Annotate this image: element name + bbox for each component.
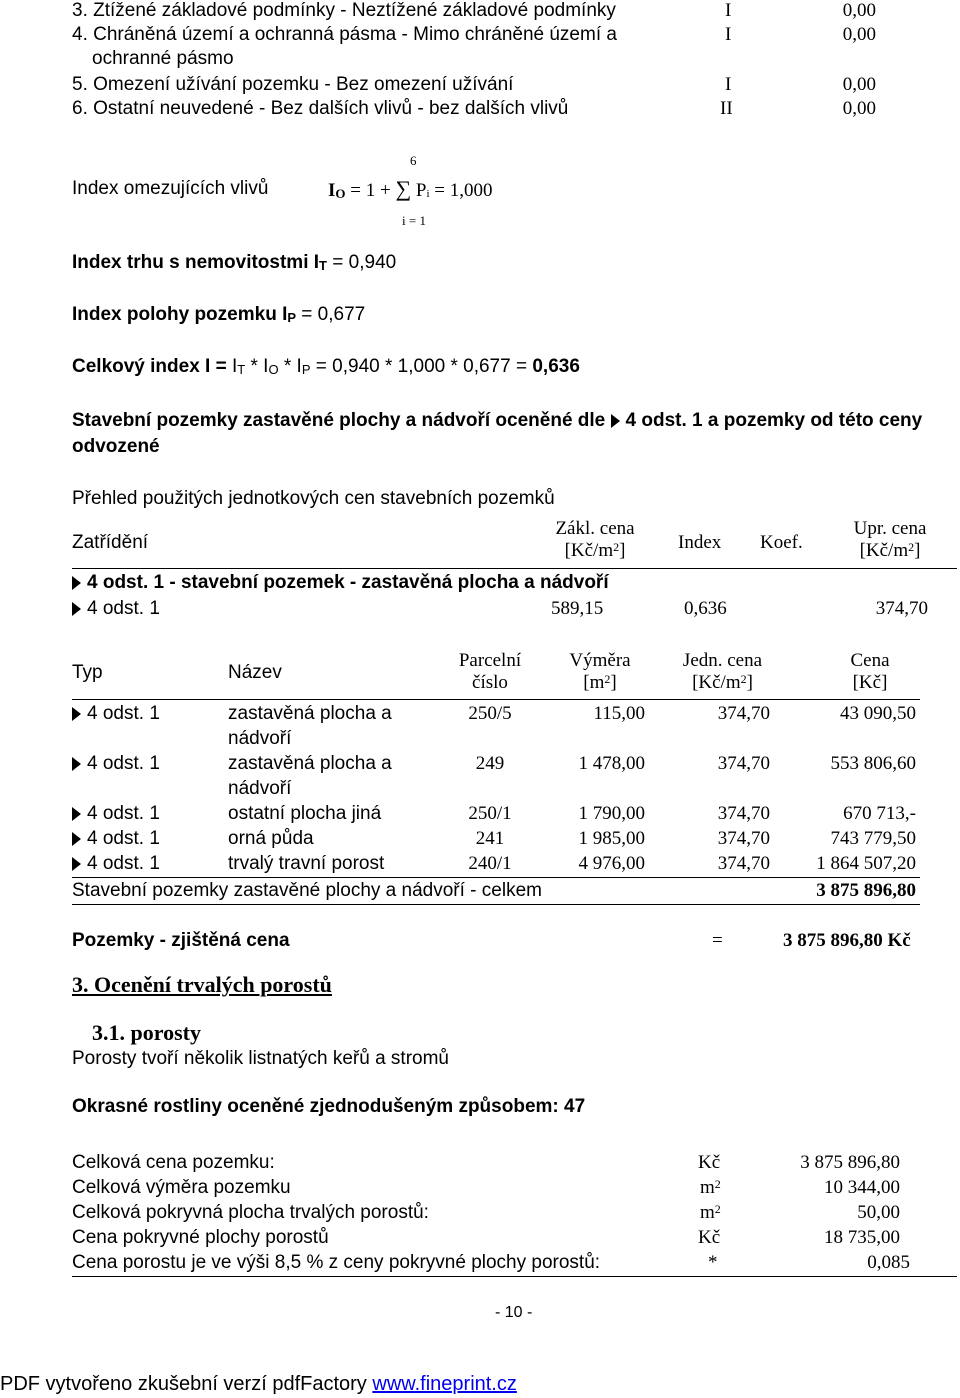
tab-arrow-icon (72, 857, 81, 871)
table-cell-jedn-cena: 374,70 (717, 703, 770, 724)
col-header-cena (820, 650, 920, 694)
factor-4-class: I (725, 24, 732, 45)
table-cell-nazev: ostatní plocha jiná (228, 803, 382, 824)
index-trhu (72, 252, 396, 274)
celkovy-index-result: 0,636 (532, 356, 580, 377)
table-cell-parcela: 249 (475, 753, 505, 774)
factor-5-value: 0,00 (842, 74, 876, 95)
table-row-typ (72, 703, 160, 725)
col-header-nazev: Název (228, 662, 282, 683)
summary-unit: Kč (698, 1152, 721, 1173)
sigma-symbol: ∑ (395, 176, 412, 201)
prehled-row-index: 0,636 (684, 598, 727, 619)
index-trhu-sub: T (319, 258, 327, 273)
factor-6-value: 0,00 (842, 98, 876, 119)
summary-value: 18 735,00 (824, 1227, 900, 1248)
formula-lhs: I (328, 180, 336, 201)
formula-eq: = 1 + (345, 180, 396, 201)
section-3-title: 3. Ocenění trvalých porostů (72, 972, 332, 997)
pdf-footer-text: PDF vytvořeno zkušební verzí pdfFactory (0, 1373, 373, 1395)
col-header-cena-l2: [Kč] (852, 672, 888, 693)
table-cell-vymera: 1 478,00 (578, 753, 645, 774)
factor-4-text: 4. Chráněná území a ochranná pásma - Mimo chráněné území a (72, 24, 617, 45)
table-cell-vymera: 115,00 (593, 703, 645, 724)
col-header-jedn-cena (665, 650, 780, 694)
prehled-row-ref (72, 598, 160, 620)
stavebni-heading-ref: 4 odst. 1 a pozemky od této ceny (625, 410, 923, 431)
tab-arrow-icon (72, 757, 81, 771)
factor-6-text: 6. Ostatní neuvedené - Bez dalších vlivů - bez dalších vlivů (72, 98, 569, 119)
table-cell-vymera: 1 790,00 (578, 803, 645, 824)
prehled-header-rule (72, 568, 957, 569)
okrasne-rostliny-value: 47 (564, 1096, 586, 1117)
zjistena-cena-value: 3 875 896,80 Kč (783, 930, 911, 951)
col-header-upr-cena (835, 518, 945, 562)
okrasne-rostliny-label: Okrasné rostliny oceněné zjednodušeným způsobem: (72, 1096, 565, 1117)
table-cell-cena: 43 090,50 (840, 703, 916, 724)
col-header-jedn-cena-sup: 2 (740, 672, 747, 686)
tab-arrow-icon (72, 602, 81, 616)
col-header-parcelni-l1: Parcelní (458, 650, 522, 671)
table-row-typ (72, 753, 160, 775)
stavebni-heading (72, 410, 922, 432)
summary-label: Celková pokryvná plocha trvalých porostů: (72, 1202, 429, 1223)
col-header-upr-cena-sup: 2 (908, 540, 915, 554)
summary-unit (700, 1202, 721, 1224)
table-cell-jedn-cena: 374,70 (717, 753, 770, 774)
table-cell-nazev: zastavěná plocha a (228, 703, 392, 724)
okrasne-rostliny (72, 1096, 585, 1118)
summary-label: Celková výměra pozemku (72, 1177, 291, 1198)
col-header-parcelni (440, 650, 540, 694)
celkovy-index-label: Celkový index I = (72, 356, 232, 377)
factor-5-class: I (725, 74, 732, 95)
table-cell-parcela: 250/5 (468, 703, 512, 724)
tab-arrow-icon (611, 414, 620, 428)
pdf-footer (0, 1372, 517, 1396)
tab-arrow-icon (72, 832, 81, 846)
pozemky-total-rule-bottom (72, 904, 920, 905)
summary-unit (700, 1177, 721, 1199)
table-cell-nazev: orná půda (228, 828, 314, 849)
index-trhu-label: Index trhu s nemovitostmi I (72, 252, 320, 273)
col-header-vymera-l2: [m (583, 672, 605, 693)
table-cell-nazev-cont: nádvoří (228, 778, 292, 799)
celkovy-index-expr: I (232, 356, 238, 377)
formula-label: Index omezujících vlivů (72, 178, 269, 199)
col-header-upr-cena-l2: [Kč/m (859, 540, 909, 561)
summary-value: 50,00 (857, 1202, 900, 1223)
summary-bottom-rule (72, 1276, 957, 1277)
factor-4-text-cont: ochranné pásmo (92, 48, 234, 69)
tab-arrow-icon (72, 807, 81, 821)
table-cell-jedn-cena: 374,70 (717, 853, 770, 874)
sum-upper-limit: 6 (410, 153, 417, 168)
index-polohy-label: Index polohy pozemku I (72, 304, 288, 325)
factor-4-value: 0,00 (842, 24, 876, 45)
celkovy-index-mult-1: * I (245, 356, 269, 377)
celkovy-index-sub-o: O (268, 362, 279, 377)
factor-3-value: 0,00 (842, 0, 876, 21)
index-trhu-value: = 0,940 (327, 252, 397, 273)
table-cell-parcela: 240/1 (468, 853, 512, 874)
pozemky-header-rule (72, 699, 920, 700)
formula-lhs-sub: O (335, 186, 346, 201)
celkovy-index-sub-t: T (237, 362, 246, 377)
summary-label: Cena pokryvné plochy porostů (72, 1227, 329, 1248)
summary-label: Celková cena pozemku: (72, 1152, 275, 1173)
stavebni-heading-line2: odvozené (72, 436, 160, 457)
summary-unit-sup: 2 (714, 1177, 721, 1191)
table-cell-typ: 4 odst. 1 (87, 853, 160, 874)
table-cell-cena: 743 779,50 (830, 828, 916, 849)
table-cell-nazev: zastavěná plocha a (228, 753, 392, 774)
table-cell-cena: 1 864 507,20 (816, 853, 916, 874)
summary-value: 0,085 (867, 1252, 910, 1273)
section-3-1-title: 3.1. porosty (92, 1020, 201, 1045)
formula-expression (328, 178, 493, 202)
col-header-jedn-cena-l1: Jedn. cena (682, 650, 763, 671)
col-header-zatrideni: Zatřídění (72, 532, 149, 553)
factor-3-class: I (725, 0, 732, 21)
index-polohy-value: = 0,677 (296, 304, 366, 325)
col-header-cena-l1: Cena (850, 650, 890, 671)
table-cell-cena: 670 713,- (843, 803, 916, 824)
pozemky-total-rule (72, 877, 920, 878)
col-header-vymera (555, 650, 645, 694)
prehled-row-zakl: 589,15 (551, 598, 604, 619)
col-header-typ: Typ (72, 662, 103, 683)
summary-unit-sup: 2 (714, 1202, 721, 1216)
prehled-title: Přehled použitých jednotkových cen stavebních pozemků (72, 488, 555, 509)
celkovy-index (72, 356, 580, 378)
stavebni-heading-line1: Stavební pozemky zastavěné plochy a nádvoří oceněné dle (72, 410, 606, 431)
pozemky-total-value: 3 875 896,80 (816, 880, 916, 901)
col-header-index: Index (678, 532, 722, 553)
col-header-vymera-sup: 2 (604, 672, 611, 686)
table-cell-cena: 553 806,60 (830, 753, 916, 774)
summary-label: Cena porostu je ve výši 8,5 % z ceny pokryvné plochy porostů: (72, 1252, 601, 1273)
table-cell-nazev: trvalý travní porost (228, 853, 385, 874)
prehled-row-upr: 374,70 (875, 598, 928, 619)
section-3-1-desc: Porosty tvoří několik listnatých keřů a stromů (72, 1048, 449, 1069)
factor-3-text: 3. Ztížené základové podmínky - Neztížené základové podmínky (72, 0, 616, 21)
summary-unit: * (708, 1252, 718, 1273)
table-cell-jedn-cena: 374,70 (717, 803, 770, 824)
col-header-zakl-cena-l1: Zákl. cena (555, 518, 635, 539)
summary-value: 10 344,00 (824, 1177, 900, 1198)
zjistena-cena-label: Pozemky - zjištěná cena (72, 930, 290, 951)
formula-result: = 1,000 (429, 180, 493, 201)
col-header-upr-cena-close: ] (914, 540, 921, 561)
summary-value: 3 875 896,80 (800, 1152, 900, 1173)
pdf-footer-link[interactable]: www.fineprint.cz (372, 1373, 517, 1395)
col-header-jedn-cena-close: ] (746, 672, 753, 693)
pozemky-total-label: Stavební pozemky zastavěné plochy a nádvoří - celkem (72, 880, 542, 901)
col-header-upr-cena-l1: Upr. cena (853, 518, 927, 539)
table-cell-jedn-cena: 374,70 (717, 828, 770, 849)
table-row-typ (72, 803, 160, 825)
col-header-jedn-cena-l2: [Kč/m (692, 672, 741, 693)
page-number: - 10 - (495, 1304, 533, 1321)
celkovy-index-sub-p: P (301, 362, 311, 377)
tab-arrow-icon (72, 707, 81, 721)
table-cell-typ: 4 odst. 1 (87, 703, 160, 724)
factor-5-text: 5. Omezení užívání pozemku - Bez omezení užívání (72, 74, 514, 95)
sum-lower-limit: i = 1 (402, 213, 426, 228)
table-cell-parcela: 250/1 (468, 803, 512, 824)
zjistena-cena-eq: = (712, 930, 723, 951)
table-cell-typ: 4 odst. 1 (87, 753, 160, 774)
col-header-zakl-cena (530, 518, 660, 562)
celkovy-index-computation: = 0,940 * 1,000 * 0,677 = (310, 356, 533, 377)
table-row-typ (72, 828, 160, 850)
prehled-group (72, 572, 609, 594)
table-cell-nazev-cont: nádvoří (228, 728, 292, 749)
summary-unit: Kč (698, 1227, 721, 1248)
index-polohy (72, 304, 365, 326)
index-polohy-sub: P (287, 310, 297, 325)
table-cell-typ: 4 odst. 1 (87, 803, 160, 824)
summary-unit-text: m (700, 1202, 715, 1223)
table-cell-parcela: 241 (475, 828, 505, 849)
col-header-zakl-cena-l2: [Kč/m (564, 540, 614, 561)
prehled-group-label: 4 odst. 1 - stavební pozemek - zastavěná plocha a nádvoří (87, 572, 609, 593)
col-header-vymera-l1: Výměra (569, 650, 631, 671)
table-cell-vymera: 1 985,00 (578, 828, 645, 849)
formula-term: P (415, 180, 427, 201)
table-cell-typ: 4 odst. 1 (87, 828, 160, 849)
col-header-zakl-cena-sup: 2 (613, 540, 620, 554)
celkovy-index-mult-2: * I (278, 356, 302, 377)
col-header-zakl-cena-close: ] (619, 540, 626, 561)
col-header-parcelni-l2: číslo (472, 672, 508, 693)
tab-arrow-icon (72, 576, 81, 590)
factor-6-class: II (720, 98, 733, 119)
col-header-vymera-close: ] (610, 672, 617, 693)
summary-unit-text: m (700, 1177, 715, 1198)
table-cell-vymera: 4 976,00 (578, 853, 645, 874)
prehled-row-ref-label: 4 odst. 1 (87, 598, 160, 619)
formula-term-sub: i (426, 188, 430, 200)
col-header-koef: Koef. (760, 532, 803, 553)
table-row-typ (72, 853, 160, 875)
